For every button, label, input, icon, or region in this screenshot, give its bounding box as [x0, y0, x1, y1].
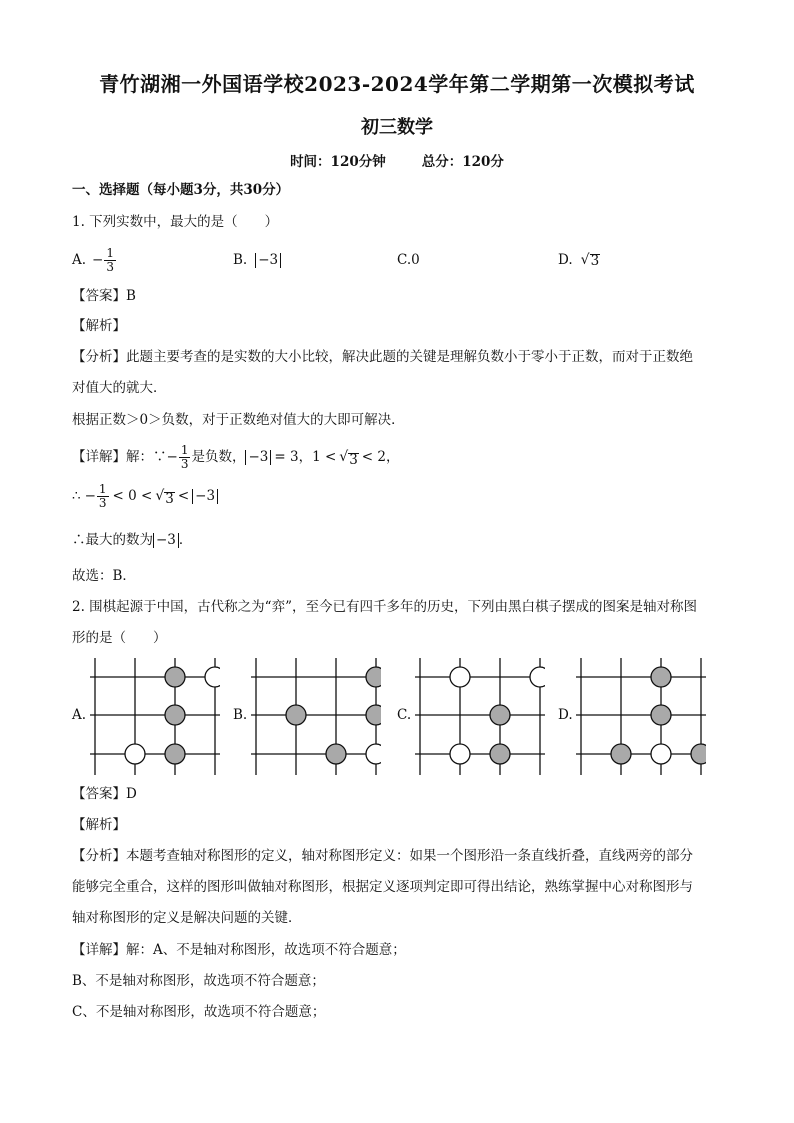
absolute-value: −3	[153, 533, 179, 548]
square-root	[339, 447, 359, 467]
q1-analysis-line1: 【分析】此题主要考查的是实数的大小比较，解决此题的关键是理解负数小于零小于正数，而对于正数绝	[72, 349, 693, 365]
exam-score: 总分：120分	[421, 154, 504, 170]
q1-detail	[72, 440, 732, 474]
minus-sign: −	[92, 252, 104, 268]
go-board-a-svg	[90, 655, 220, 780]
q1-option-b	[233, 243, 281, 277]
black-stone	[651, 705, 671, 725]
denominator: 3	[106, 259, 114, 274]
black-stone	[165, 705, 185, 725]
q1-stem: 1. 下列实数中，最大的是（ ）	[72, 214, 279, 230]
numerator: 1	[98, 481, 107, 496]
q1-option-d	[558, 243, 600, 277]
white-stone	[450, 667, 470, 687]
black-stone	[691, 744, 706, 764]
option-label: D.	[558, 707, 573, 723]
radical-icon: √	[155, 488, 165, 504]
q2-analysis-line2: 能够完全重合，这样的图形叫做轴对称图形，根据定义逐项判定即可得出结论，熟练掌握中心对称图形与	[72, 879, 693, 895]
q2-detail-line3: C、不是轴对称图形，故选项不符合题意；	[72, 1004, 326, 1020]
option-label: A.	[72, 252, 87, 268]
white-stone	[450, 744, 470, 764]
q1-max	[72, 530, 732, 550]
square-root	[155, 486, 175, 506]
q1-conclusion	[72, 479, 732, 513]
absolute-value: −3	[255, 253, 281, 268]
black-stone	[366, 705, 381, 725]
q2-jiexi: 【解析】	[72, 817, 126, 833]
denominator: 3	[180, 456, 189, 471]
minus-sign: −	[84, 488, 96, 504]
go-board-d-svg	[576, 655, 706, 780]
exam-subtitle: 初三数学	[361, 117, 433, 138]
black-stone	[611, 744, 631, 764]
black-stone	[326, 744, 346, 764]
white-stone	[651, 744, 671, 764]
fraction	[104, 247, 116, 274]
comma: ，	[298, 449, 313, 465]
denominator: 3	[98, 495, 107, 510]
q2-analysis-line1: 【分析】本题考查轴对称图形的定义，轴对称图形定义：如果一个图形沿一条直线折叠，直线两旁的部分	[72, 848, 693, 864]
q2-stem-line1: 2. 围棋起源于中国，古代称之为“弈”，至今已有四千多年的历史，下列由黑白棋子摆成的图案是轴对称图	[72, 599, 697, 615]
q2-answer: 【答案】D	[72, 786, 137, 802]
go-board-b-svg	[251, 655, 381, 780]
exam-meta	[0, 150, 794, 170]
fraction	[179, 444, 191, 471]
option-label: D.	[558, 252, 573, 268]
absolute-value: −3	[245, 450, 271, 465]
go-board-options	[72, 655, 732, 780]
period: ．	[178, 532, 193, 548]
option-label: B.	[233, 252, 248, 268]
numerator: 1	[106, 245, 114, 260]
q2-detail-line1: 【详解】解：A、不是轴对称图形，故选项不符合题意；	[72, 942, 406, 958]
detail-text: 是负数，	[191, 449, 246, 465]
white-stone	[366, 744, 381, 764]
option-label: A.	[72, 707, 87, 723]
fraction	[97, 483, 109, 510]
go-board-c-svg	[415, 655, 545, 780]
absolute-value: −3	[192, 489, 218, 504]
inequality-right: < 2	[361, 449, 386, 465]
white-stone	[205, 667, 220, 687]
equals-three: = 3	[274, 449, 299, 465]
q1-options	[72, 243, 732, 277]
detail-prefix: 【详解】解：∵	[72, 449, 167, 465]
option-label: B.	[233, 707, 248, 723]
radicand: 3	[590, 253, 600, 269]
therefore-symbol: ∴	[72, 488, 81, 504]
inequality-text: < 0 <	[112, 488, 153, 504]
q1-answer: 【答案】B	[72, 288, 136, 304]
white-stone	[125, 744, 145, 764]
q1-analysis-line2: 对值大的就大．	[72, 380, 167, 396]
black-stone	[490, 744, 510, 764]
white-stone	[530, 667, 545, 687]
inequality-left: 1 <	[312, 449, 337, 465]
q2-analysis-line3: 轴对称图形的定义是解决问题的关键．	[72, 910, 302, 926]
q1-option-a	[72, 243, 117, 277]
exam-title: 青竹湖湘一外国语学校2023-2024学年第二学期第一次模拟考试	[99, 72, 695, 96]
numerator: 1	[180, 442, 189, 457]
comma: ，	[385, 449, 400, 465]
black-stone	[165, 667, 185, 687]
radical-icon: √	[339, 449, 349, 465]
exam-time: 时间：120分钟	[290, 154, 386, 170]
minus-sign: −	[166, 449, 178, 465]
q2-stem-line2: 形的是（ ）	[72, 630, 167, 646]
radical-icon: √	[580, 252, 590, 268]
radicand: 3	[165, 491, 174, 507]
q2-detail-line2: B、不是轴对称图形，故选项不符合题意；	[72, 973, 325, 989]
section-heading: 一、选择题（每小题3分，共30分）	[72, 182, 290, 198]
black-stone	[366, 667, 381, 687]
q1-jiexi: 【解析】	[72, 318, 126, 334]
square-root	[581, 252, 601, 268]
option-label: C.	[397, 707, 412, 723]
q1-option-c	[397, 243, 420, 277]
option-label: C.	[397, 252, 412, 268]
max-prefix: ∴最大的数为	[72, 532, 153, 548]
black-stone	[490, 705, 510, 725]
q1-analysis-line3: 根据正数＞0＞负数，对于正数绝对值大的大即可解决．	[72, 412, 405, 428]
black-stone	[286, 705, 306, 725]
option-value: 0	[411, 252, 420, 268]
radicand: 3	[349, 452, 358, 468]
q1-choose: 故选：B．	[72, 568, 136, 584]
black-stone	[651, 667, 671, 687]
black-stone	[165, 744, 185, 764]
less-than: <	[177, 488, 190, 504]
